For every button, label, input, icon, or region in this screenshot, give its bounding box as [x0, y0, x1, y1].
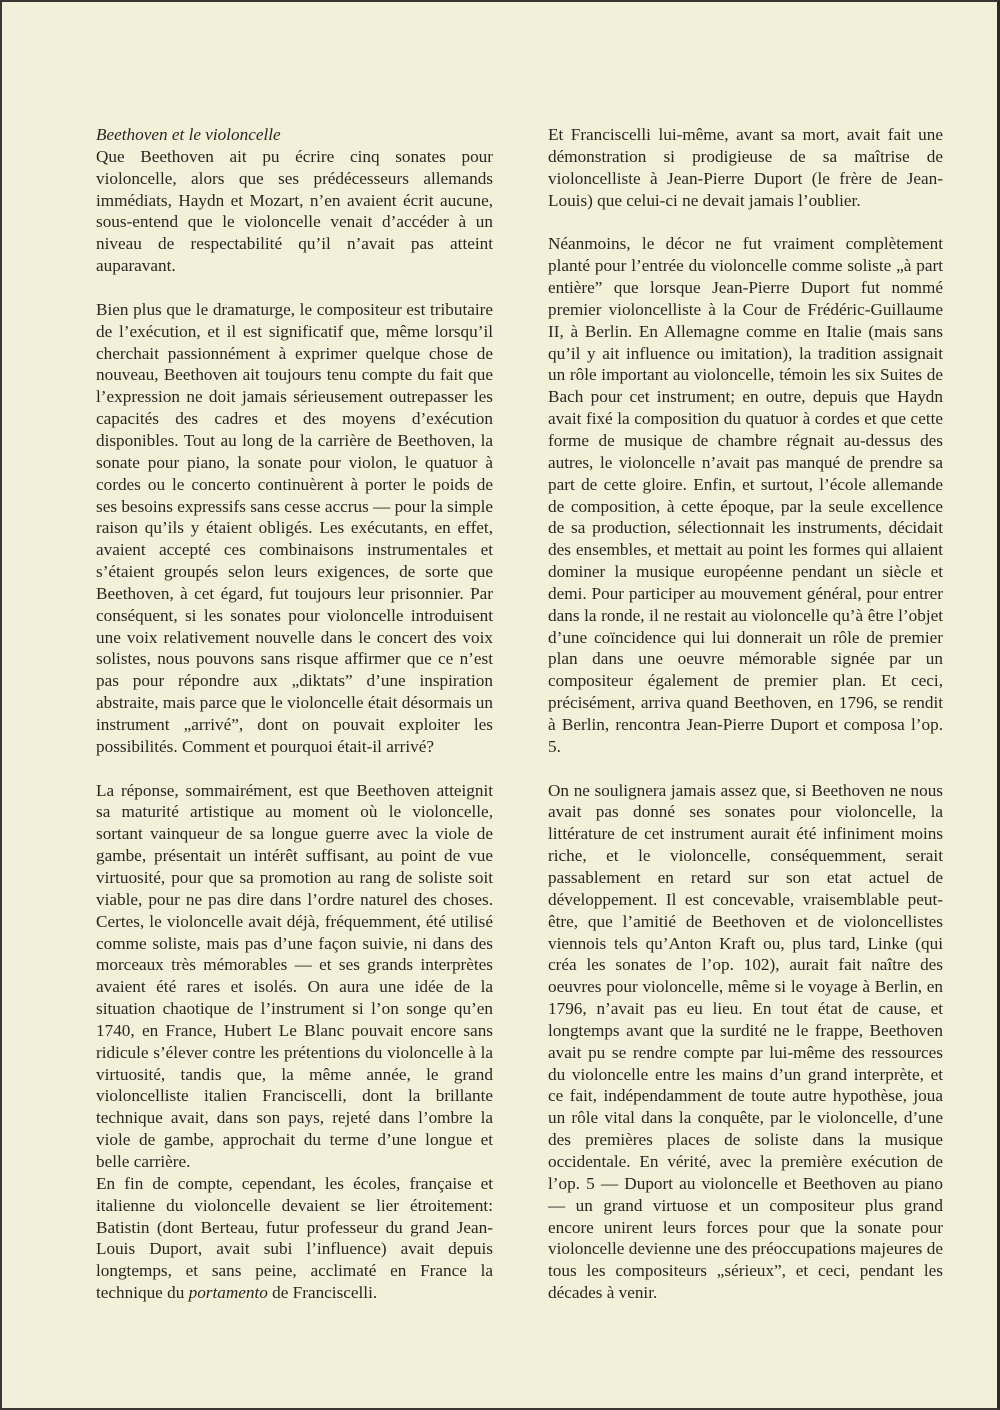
paragraph: Néanmoins, le décor ne fut vraiment complètement planté pour l’entrée du violoncelle comme soliste „à part entière” que lorsque Jean-Pierre Duport fut nommé premier violoncelliste à la Cour de Frédéric-Guillaume II, à Berlin. En Allemagne comme en Italie (mais sans qu’il y ait influence ou imitation), la tradition assignait un rôle important au violoncelle, témoin les six Suites de Bach pour cet instrument; en outre, depuis que Haydn avait fixé la composition du quatuor à cordes et que cette forme de musique de chambre régnait au-dessus des autres, le violoncelle n’avait pas manqué de prendre sa part de cette gloire. Enfin, et surtout, l’école allemande de composition, à cette époque, par la seule excellence de sa production, sélectionnait les instruments, décidait des ensembles, et mettait au point les formes qui allaient dominer la musique européenne pendant un siècle et demi. Pour participer au mouvement général, pour entrer dans la ronde, il ne restait au violoncelle qu’à être l’objet d’une coïncidence qui lui donnerait un rôle de premier plan dans une oeuvre mémorable signée par un compositeur également de premier plan. Et ceci, précisément, arriva quand Beethoven, en 1796, se rendit à Berlin, rencontra Jean-Pierre Duport et composa l’op. 5. — [548, 234, 943, 756]
paragraph — [96, 1173, 493, 1304]
paragraph: La réponse, sommairément, est que Beethoven atteignit sa maturité artistique au moment où le violoncelle, sortant vainqueur de sa longue guerre avec la viole de gambe, présentait un intérêt suffisant, au point de vue virtuosité, pour que sa promotion au rang de soliste soit viable, pour ne pas dire dans l’ordre naturel des choses. Certes, le violoncelle avait déjà, fréquemment, été utilisé comme soliste, mais pas d’une façon suivie, ni dans des morceaux très mémorables — et ses grands interprètes avaient été rares et isolés. On aura une idée de la situation chaotique de l’instrument si l’on songe qu’en 1740, en France, Hubert Le Blanc pouvait encore sans ridicule s’élever contre les prétentions du violoncelle à la virtuosité, tandis que, la même année, le grand violoncelliste italien Franciscelli, dont la brillante technique avait, dans son pays, rejeté dans l’ombre la viole de gambe, approchait du terme d’une longue et belle carrière. — [96, 780, 493, 1171]
paragraph: Bien plus que le dramaturge, le compositeur est tributaire de l’exécution, et il est significatif que, même lorsqu’il cherchait passionnément à exprimer quelque chose de nouveau, Beethoven ait toujours tenu compte du fait que l’expression ne doit jamais sérieusement outrepasser les capacités des cadres et des moyens d’exécution disponibles. Tout au long de la carrière de Beethoven, la sonate pour piano, la sonate pour violon, le quatuor à cordes ou le concerto continuèrent à porter le poids de ses besoins expressifs sans cesse accrus — pour la simple raison qu’ils y étaient obligés. Les exécutants, en effet, avaient accepté ces combinaisons instrumentales et s’étaient groupés selon leurs exigences, de sorte que Beethoven, à cet égard, fut toujours leur prisonnier. Par conséquent, si les sonates pour violoncelle introduisent une voix relativement nouvelle dans le concert des voix solistes, nous pouvons sans risque affirmer que ce n’est pas pour répondre aux „diktats” d’une inspiration abstraite, mais parce que le violoncelle était désormais un instrument „arrivé”, dont on pouvait exploiter les possibilités. Comment et pourquoi était-il arrivé? — [96, 299, 493, 756]
left-column — [96, 124, 493, 1304]
right-column — [548, 124, 943, 1304]
italic-term: portamento — [188, 1283, 268, 1303]
paragraph-text: En fin de compte, cependant, les écoles, française et italienne du violoncelle devaient se lier étroitement: Batistin (dont Berteau, futur professeur du grand Jean-Louis Duport, avait subi l’influence) avait depuis longtemps, et sans peine, acclimaté en France la technique du — [96, 1173, 493, 1303]
section-heading: Beethoven et le violoncelle — [96, 125, 281, 144]
paragraph: Et Franciscelli lui-même, avant sa mort, avait fait une démonstration si prodigieuse de sa maîtrise de violoncelliste à Jean-Pierre Duport (le frère de Jean-Louis) que celui-ci ne devait jamais l’oublier. — [548, 125, 943, 210]
paragraph: Que Beethoven ait pu écrire cinq sonates pour violoncelle, alors que ses prédécesseurs allemands immédiats, Haydn et Mozart, n’en avaient écrit aucune, sous-entend que le violoncelle venait d’accéder à un niveau de respectabilité qu’il n’avait pas atteint auparavant. — [96, 146, 493, 276]
paragraph: On ne soulignera jamais assez que, si Beethoven ne nous avait pas donné ses sonates pour violoncelle, la littérature de cet instrument aurait été infiniment moins riche, et le violoncelle, conséquemment, serait passablement en retard sur son etat actuel de développement. Il est concevable, vraisemblable peut-être, que l’amitié de Beethoven et de violoncellistes viennois tels qu’Anton Kraft ou, plus tard, Linke (qui créa les sonates de l’op. 102), aurait fait naître des oeuvres pour violoncelle, même si le voyage à Berlin, en 1796, n’avait pas eu lieu. En tout état de cause, et longtemps avant que la surdité ne le frappe, Beethoven avait pu se rendre compte par lui-même des ressources du violoncelle entre les mains d’un grand interprète, et ce fait, indépendamment de toute autre hypothèse, joua un rôle vital dans la conquête, par le violoncelle, d’une des premières places de soliste dans la musique occidentale. En vérité, avec la première exécution de l’op. 5 — Duport au violoncelle et Beethoven au piano — un grand virtuose et un compositeur plus grand encore unirent leurs forces pour que la sonate pour violoncelle devienne une des préoccupations majeures de tous les compositeurs „sérieux”, et ceci, pendant les décades à venir. — [548, 780, 943, 1303]
paragraph-tail: de Franciscelli. — [267, 1283, 378, 1303]
